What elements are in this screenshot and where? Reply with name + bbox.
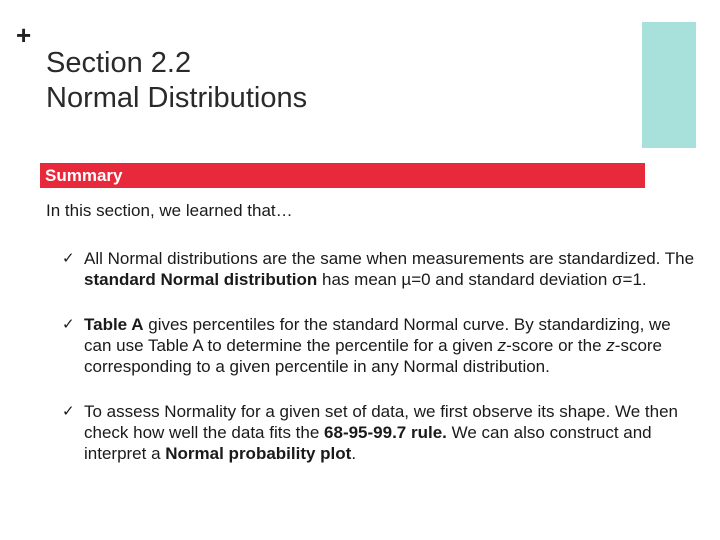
bullet-text: -score or the — [506, 336, 607, 355]
bullet-italic: z — [497, 336, 507, 355]
bullet-emphasis: 68-95-99.7 rule. — [324, 423, 447, 442]
checkmark-icon: ✓ — [62, 403, 75, 420]
bullet-assess-normality — [60, 401, 700, 464]
summary-bullet-list — [60, 248, 700, 464]
bullet-italic: z — [606, 336, 615, 355]
bullet-text: -score corresponding to a given percentile in any Normal distribution. — [84, 336, 663, 376]
checkmark-icon: ✓ — [62, 316, 75, 333]
bullet-text: has mean µ=0 and standard deviation σ=1. — [317, 270, 647, 289]
bullet-standard-normal — [60, 248, 700, 290]
accent-bar — [642, 22, 696, 148]
bullet-text: To assess Normality for a given set of data, we first observe its shape. We then check how well the data fits the — [84, 402, 679, 442]
slide-title — [46, 46, 307, 116]
bullet-text: . — [351, 444, 357, 463]
bullet-text: gives percentiles for the standard Normal curve. By standardizing, we can use Table A to determine the percentile for a given — [84, 315, 671, 355]
bullet-text: All Normal distributions are the same when measurements are standardized. The — [84, 249, 695, 268]
title-line-topic: Normal Distributions — [46, 82, 308, 114]
bullet-emphasis: Normal probability plot — [165, 444, 352, 463]
intro-text: In this section, we learned that… — [46, 201, 293, 220]
plus-mark: + — [16, 20, 32, 50]
bullet-emphasis: standard Normal distribution — [84, 270, 318, 289]
bullet-emphasis: Table A — [84, 315, 144, 334]
bullet-table-a — [60, 314, 700, 377]
summary-band: Summary — [40, 163, 645, 188]
bullet-text: We can also construct and interpret a — [84, 423, 652, 463]
checkmark-icon: ✓ — [62, 250, 75, 267]
title-line-section: Section 2.2 — [46, 47, 192, 79]
